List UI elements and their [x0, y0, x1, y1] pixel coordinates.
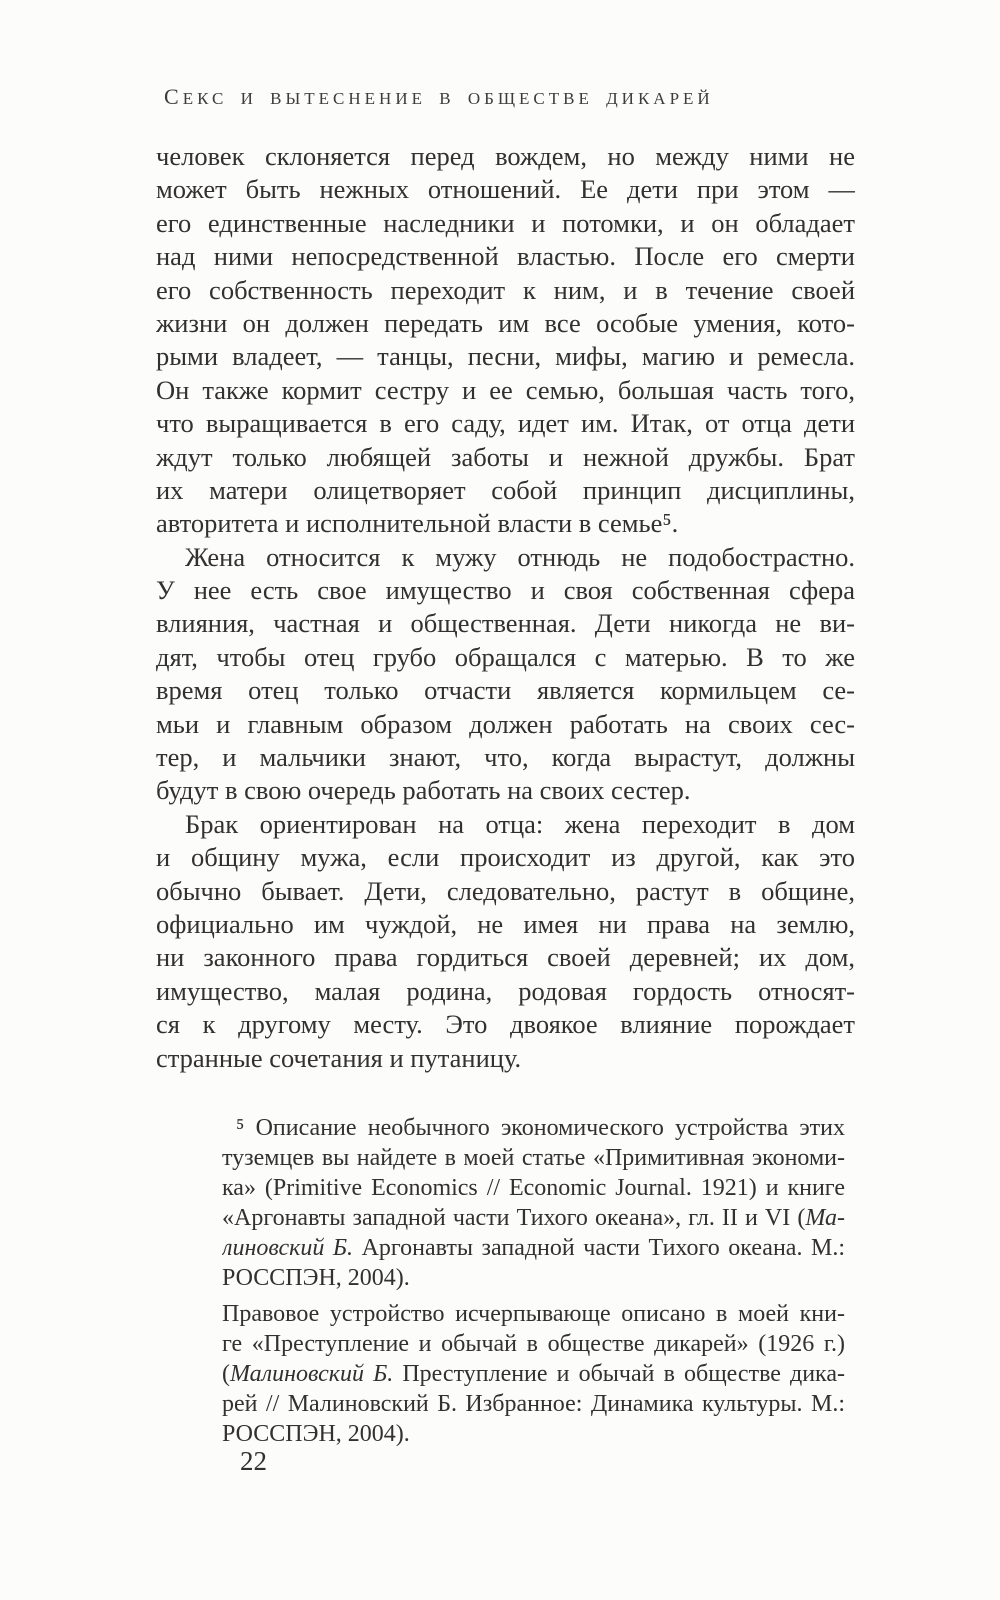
text-segment: время отец только отчасти является кормильцем се-	[156, 675, 855, 706]
text-segment: Преступление и обычай в обществе дика-	[393, 1361, 845, 1387]
italic-text: линовский Б.	[222, 1235, 354, 1261]
text-segment: официально им чуждой, не имея ни права на землю,	[156, 908, 855, 939]
text-segment: обычно бывает. Дети, следовательно, растут в общине,	[156, 875, 855, 906]
text-line	[222, 1389, 845, 1419]
text-line	[156, 908, 855, 941]
text-line	[222, 1233, 845, 1263]
paragraph	[156, 808, 855, 1075]
italic-text: Малиновский Б.	[230, 1361, 394, 1387]
text-line	[156, 374, 855, 407]
text-line	[222, 1419, 845, 1449]
text-line	[222, 1299, 845, 1329]
text-line	[156, 708, 855, 741]
text-line	[156, 1008, 855, 1041]
text-segment: Аргонавты западной части Тихого океана. М.:	[353, 1235, 845, 1261]
text-line	[156, 274, 855, 307]
text-line	[222, 1203, 845, 1233]
text-segment: авторитета и исполнительной власти в семье⁵.	[156, 508, 679, 539]
text-segment: имущество, малая родина, родовая гордость относят-	[156, 975, 855, 1006]
text-segment: его единственные наследники и потомки, и он обладает	[156, 207, 855, 238]
text-segment: странные сочетания и путаницу.	[156, 1042, 522, 1073]
text-line	[156, 1042, 855, 1075]
running-head: СЕКС И ВЫТЕСНЕНИЕ В ОБЩЕСТВЕ ДИКАРЕЙ	[164, 84, 714, 109]
text-line	[156, 140, 855, 173]
text-segment: человек склоняется перед вождем, но между ними не	[156, 141, 855, 171]
text-segment: мьи и главным образом должен работать на своих сес-	[156, 708, 855, 739]
text-line	[156, 641, 855, 674]
text-segment: туземцев вы найдете в моей статье «Примитивная экономи-	[222, 1145, 845, 1171]
text-segment: У нее есть свое имущество и своя собственная сфера	[156, 575, 855, 606]
text-segment: ся к другому месту. Это двоякое влияние порождает	[156, 1009, 855, 1040]
text-line	[156, 474, 855, 507]
text-segment: дят, чтобы отец грубо обращался с матерью. В то же	[156, 641, 855, 672]
text-segment: их матери олицетворяет собой принцип дисциплины,	[156, 474, 855, 505]
text-line	[156, 207, 855, 240]
text-line	[156, 441, 855, 474]
text-segment: «Аргонавты западной части Тихого океана», гл. II и VI (	[222, 1205, 806, 1231]
text-segment: Он также кормит сестру и ее семью, большая часть того,	[156, 374, 855, 405]
text-line	[156, 674, 855, 707]
footnote	[222, 1113, 845, 1293]
text-segment: и общину мужа, если происходит из другой, как это	[156, 842, 855, 873]
text-segment: жизни он должен передать им все особые умения, кото-	[156, 307, 855, 338]
footnote-continuation	[222, 1299, 845, 1449]
text-line	[156, 808, 855, 841]
italic-text: Ма-	[805, 1205, 845, 1231]
text-line	[156, 774, 855, 807]
text-segment: Брак ориентирован на отца: жена переходит в дом	[185, 808, 855, 839]
text-line	[156, 607, 855, 640]
text-segment: его собственность переходит к ним, и в течение своей	[156, 274, 855, 305]
text-line	[156, 574, 855, 607]
text-segment: ка» (Primitive Economics // Economic Journal. 1921) и книге	[222, 1175, 845, 1201]
text-line	[156, 975, 855, 1008]
text-line	[156, 340, 855, 373]
paragraph	[156, 541, 855, 808]
text-segment: тер, и мальчики знают, что, когда вырастут, должны	[156, 742, 855, 773]
text-segment: ⁵ Описание необычного экономического устройства этих	[236, 1115, 845, 1141]
text-segment: будут в свою очередь работать на своих сестер.	[156, 775, 691, 806]
text-segment: рей // Малиновский Б. Избранное: Динамика культуры. М.:	[222, 1391, 845, 1417]
text-segment: Правовое устройство исчерпывающе описано в моей кни-	[222, 1301, 845, 1327]
text-segment: РОССПЭН, 2004).	[222, 1265, 410, 1291]
text-line	[156, 173, 855, 206]
text-line	[156, 741, 855, 774]
text-line	[156, 407, 855, 440]
text-line	[222, 1263, 845, 1293]
text-line	[156, 307, 855, 340]
text-line	[222, 1173, 845, 1203]
text-segment: влияния, частная и общественная. Дети никогда не ви-	[156, 608, 855, 639]
text-line	[222, 1113, 845, 1143]
body-text	[156, 140, 855, 1075]
text-segment: Жена относится к мужу отнюдь не подобострастно.	[185, 541, 855, 572]
text-segment: ни законного права гордиться своей деревней; их дом,	[156, 942, 855, 973]
text-line	[156, 841, 855, 874]
text-segment: рыми владеет, — танцы, песни, мифы, магию и ремесла.	[156, 341, 855, 372]
text-line	[222, 1329, 845, 1359]
text-segment: что выращивается в его саду, идет им. Итак, от отца дети	[156, 408, 855, 439]
text-line	[156, 240, 855, 273]
text-line	[156, 507, 855, 540]
text-segment: ждут только любящей заботы и нежной дружбы. Брат	[156, 441, 855, 472]
text-segment: (	[222, 1361, 230, 1387]
text-segment: ге «Преступление и обычай в обществе дикарей» (1926 г.)	[222, 1331, 845, 1357]
text-line	[156, 875, 855, 908]
text-line	[222, 1359, 845, 1389]
text-line	[222, 1143, 845, 1173]
text-line	[156, 541, 855, 574]
footnotes	[222, 1113, 845, 1449]
text-segment: РОССПЭН, 2004).	[222, 1421, 410, 1447]
page-number: 22	[240, 1446, 267, 1476]
text-segment: над ними непосредственной властью. После его смерти	[156, 241, 855, 272]
text-segment: может быть нежных отношений. Ее дети при этом —	[156, 174, 855, 205]
text-line	[156, 941, 855, 974]
paragraph	[156, 140, 855, 541]
